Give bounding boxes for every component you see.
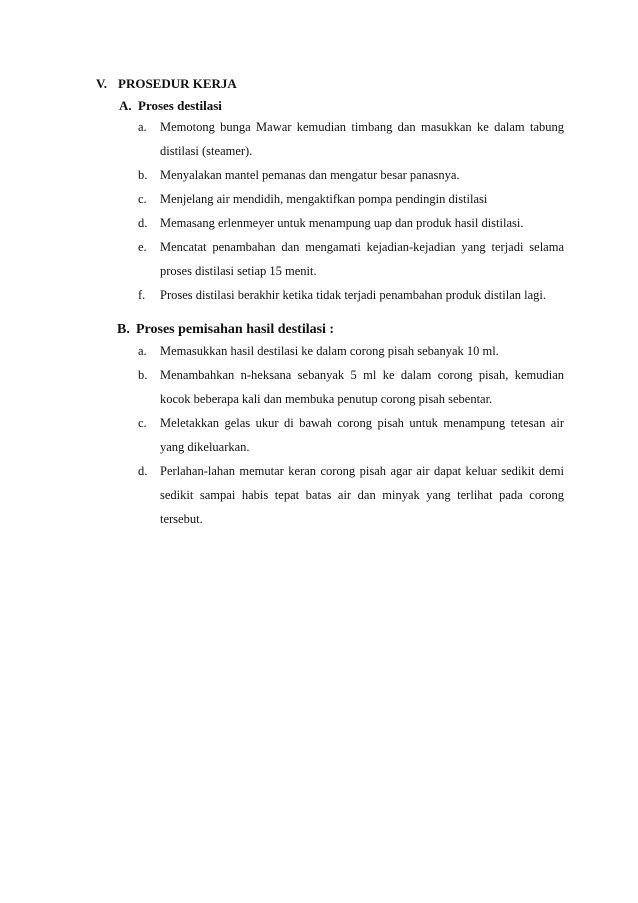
- list-item-text: Menyalakan mantel pemanas dan mengatur besar panasnya.: [160, 168, 460, 182]
- list-item-letter: f.: [138, 288, 146, 302]
- list-item-text: Memasukkan hasil destilasi ke dalam corong pisah sebanyak 10 ml.: [160, 344, 499, 358]
- section-a-title: Proses destilasi: [138, 98, 222, 113]
- list-item: [138, 235, 564, 283]
- list-item-text: Memasang erlenmeyer untuk menampung uap dan produk hasil distilasi.: [160, 216, 524, 230]
- chapter-number: V.: [96, 76, 107, 91]
- list-item-letter: e.: [138, 240, 147, 254]
- list-item-letter: c.: [138, 192, 147, 206]
- list-item: [138, 283, 564, 307]
- list-item-text: Menambahkan n-heksana sebanyak 5 ml ke dalam corong pisah, kemudian kocok beberapa kali dan membuka penutup corong pisah sebentar.: [160, 368, 564, 406]
- list-item-letter: c.: [138, 416, 147, 430]
- list-item: [138, 187, 564, 211]
- section-a-heading: [119, 98, 222, 114]
- list-item: [138, 211, 564, 235]
- list-item-letter: b.: [138, 168, 148, 182]
- list-item: [138, 163, 564, 187]
- list-item: [138, 411, 564, 459]
- list-item-letter: a.: [138, 120, 147, 134]
- list-item-text: Mencatat penambahan dan mengamati kejadian-kejadian yang terjadi selama proses distilasi setiap 15 menit.: [160, 240, 564, 278]
- section-b-title: Proses pemisahan hasil destilasi :: [136, 322, 335, 337]
- list-item-text: Memotong bunga Mawar kemudian timbang dan masukkan ke dalam tabung distilasi (steamer).: [160, 120, 564, 158]
- list-item-text: Meletakkan gelas ukur di bawah corong pisah untuk menampung tetesan air yang dikeluarkan.: [160, 416, 564, 454]
- section-b-number: B.: [117, 322, 130, 337]
- list-item: [138, 363, 564, 411]
- list-item: [138, 115, 564, 163]
- list-item-text: Perlahan-lahan memutar keran corong pisah agar air dapat keluar sedikit demi sedikit sampai habis tepat batas air dan minyak yang terlihat pada corong tersebut.: [160, 464, 564, 526]
- list-item-letter: d.: [138, 464, 148, 478]
- chapter-title: PROSEDUR KERJA: [118, 76, 237, 91]
- list-item-letter: a.: [138, 344, 147, 358]
- list-item-letter: d.: [138, 216, 148, 230]
- chapter-heading: [96, 76, 237, 92]
- list-item-letter: b.: [138, 368, 148, 382]
- list-item: [138, 459, 564, 531]
- section-b-heading: [117, 322, 334, 338]
- list-item: [138, 339, 564, 363]
- list-item-text: Proses distilasi berakhir ketika tidak terjadi penambahan produk distilan lagi.: [160, 288, 547, 302]
- list-item-text: Menjelang air mendidih, mengaktifkan pompa pendingin distilasi: [160, 192, 488, 206]
- section-a-number: A.: [119, 98, 132, 113]
